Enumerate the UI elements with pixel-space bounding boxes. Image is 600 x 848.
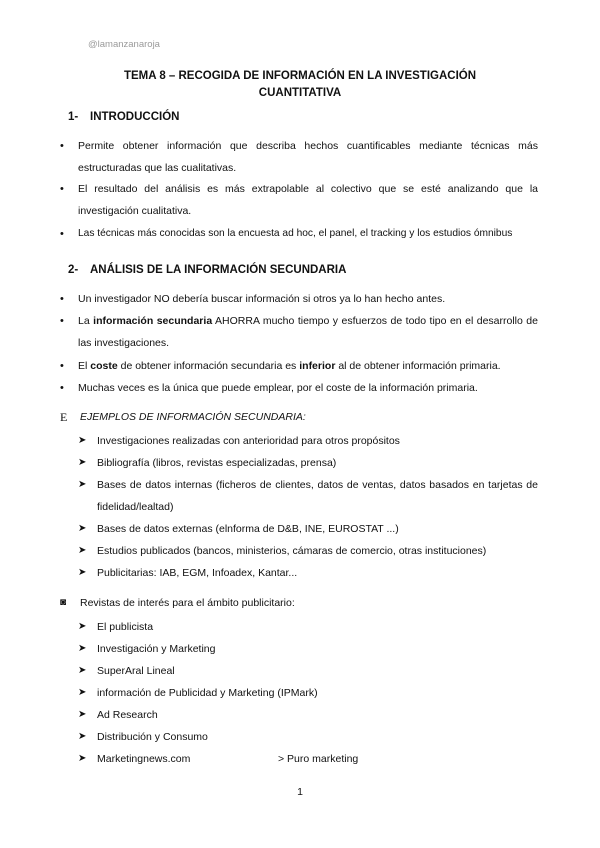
arrow-bullet-icon: ➤ [78,523,87,534]
bullet-icon: • [60,293,64,305]
list-item-text: Publicitarias: IAB, EGM, Infoadex, Kantar... [97,567,298,579]
list-item [60,288,538,310]
bullet-icon: • [60,315,64,327]
list-item-text: Investigaciones realizadas con anterioridad para otros propósitos [97,435,400,447]
arrow-bullet-icon: ➤ [78,545,87,556]
list-item [60,355,538,377]
list-item [78,430,538,452]
magazine-name: Marketingnews.com [97,753,191,765]
text-run: El [78,360,91,372]
arrow-bullet-icon: ➤ [78,731,87,742]
section-1-heading [68,111,179,123]
arrow-bullet-icon: ➤ [78,621,87,632]
list-item-text: información de Publicidad y Marketing (IPMark) [97,687,318,699]
list-item-text: Ad Research [97,709,158,721]
bullet-icon: • [60,382,64,394]
list-item-text: SuperAral Lineal [97,665,175,677]
bullet-icon: • [60,228,64,240]
text-run: La [78,315,94,327]
list-item [60,223,538,245]
list-item [78,540,538,562]
list-item-text: Bases de datos internas (ficheros de clientes, datos de ventas, datos basados en tarjetas de fidelidad/lealtad) [97,479,538,513]
section-2-title: ANÁLISIS DE LA INFORMACIÓN SECUNDARIA [90,264,347,276]
arrow-bullet-icon: ➤ [78,479,87,490]
section-1-title: INTRODUCCIÓN [90,111,180,123]
bullet-icon: • [60,140,64,152]
arrow-bullet-icon: ➤ [78,665,87,676]
section-1-number: 1- [68,111,79,123]
watermark: @lamanzanaroja [88,39,160,50]
list-item [78,748,538,770]
arrow-bullet-icon: ➤ [78,457,87,468]
list-item-text: Distribución y Consumo [97,731,208,743]
list-item [78,518,538,540]
text-run: al de obtener información primaria. [335,360,501,372]
list-item-text: Investigación y Marketing [97,643,216,655]
bullet-text: Las técnicas más conocidas son la encuesta ad hoc, el panel, el tracking y los estudios ómnibus [78,228,513,239]
magazines-title: Revistas de interés para el ámbito publicitario: [80,597,295,609]
newspaper-icon: ◙ [60,597,67,608]
list-item-text: Bases de datos externas (elnforma de D&B, INE, EUROSTAT ...) [97,523,399,535]
examples-title: EJEMPLOS DE INFORMACIÓN SECUNDARIA: [80,411,306,423]
magazines-heading [60,597,295,609]
list-item [78,660,538,682]
arrow-bullet-icon: ➤ [78,643,87,654]
bullet-text: Permite obtener información que describa hechos cuantificables mediante técnicas más estructuradas que las cualitativas. [78,140,538,174]
bullet-text: Muchas veces es la única que puede emplear, por el coste de la información primaria. [78,382,478,394]
magazine-extra: > Puro marketing [278,753,359,765]
list-item [78,704,538,726]
list-item [78,452,538,474]
arrow-bullet-icon: ➤ [78,567,87,578]
bold-text: información secundaria [93,315,213,327]
list-item-text: Bibliografía (libros, revistas especializadas, prensa) [97,457,337,469]
arrow-bullet-icon: ➤ [78,709,87,720]
bullet-text [78,355,538,377]
title-line-1: TEMA 8 – RECOGIDA DE INFORMACIÓN EN LA INVESTIGACIÓN [123,70,477,82]
list-item [60,178,538,222]
section-2-number: 2- [68,264,79,276]
bullet-text: El resultado del análisis es más extrapolable al colectivo que se esté analizando que la investigación cualitativa. [78,183,538,217]
list-item [78,682,538,704]
text-run: AHORRA mucho tiempo y esfuerzos de todo tipo en el desarrollo de las investigaciones. [78,315,538,349]
list-item [78,616,538,638]
arrow-bullet-icon: ➤ [78,687,87,698]
bullet-text [78,310,538,354]
list-item [78,562,538,584]
arrow-bullet-icon: ➤ [78,435,87,446]
bold-text: inferior [299,360,336,372]
wingding-e-icon: E [60,410,68,424]
arrow-bullet-icon: ➤ [78,753,87,764]
page-number: 1 [297,786,303,798]
list-item-text: Estudios publicados (bancos, ministerios, cámaras de comercio, otras instituciones) [97,545,487,557]
list-item [78,474,538,518]
bullet-text: Un investigador NO debería buscar información si otros ya lo han hecho antes. [78,293,446,305]
examples-heading [60,411,306,423]
text-run: de obtener información secundaria es [117,360,300,372]
list-item-text [97,748,538,770]
list-item [60,310,538,354]
list-item-text: El publicista [97,621,154,633]
list-item [78,726,538,748]
bullet-icon: • [60,183,64,195]
title-line-2: CUANTITATIVA [258,87,342,99]
list-item [78,638,538,660]
list-item [60,377,538,399]
bullet-icon: • [60,360,64,372]
bold-text: coste [90,360,118,372]
document-title [70,68,530,102]
section-2-heading [68,264,346,276]
list-item [60,135,538,179]
